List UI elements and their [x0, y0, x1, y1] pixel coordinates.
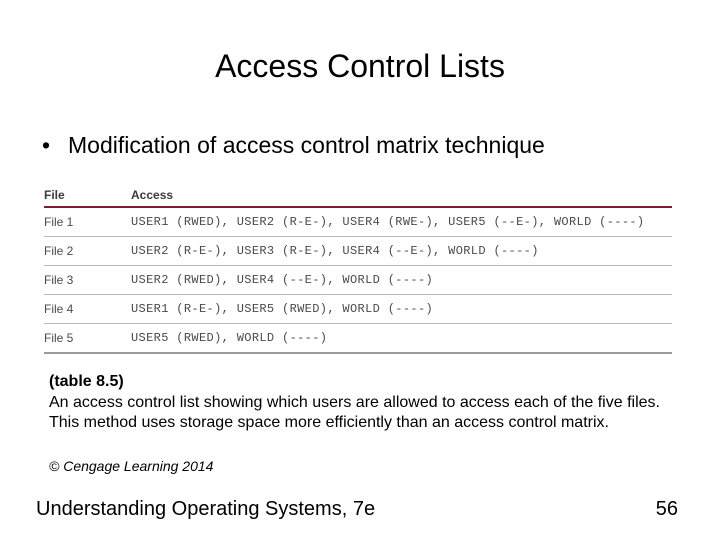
header-access: Access — [131, 184, 672, 207]
bullet-point — [42, 128, 545, 162]
footer-book-title: Understanding Operating Systems, 7e — [36, 498, 376, 520]
table-row — [44, 237, 672, 266]
file-cell: File 4 — [44, 295, 131, 324]
access-cell: USER5 (RWED), WORLD (----) — [131, 324, 672, 354]
table-header-row — [44, 184, 672, 207]
table-row — [44, 266, 672, 295]
access-control-list-table — [44, 184, 672, 354]
access-cell: USER1 (R-E-), USER5 (RWED), WORLD (----) — [131, 295, 672, 324]
slide-title: Access Control Lists — [215, 48, 505, 84]
file-cell: File 5 — [44, 324, 131, 354]
table-caption — [49, 372, 679, 434]
copyright-notice: © Cengage Learning 2014 — [49, 458, 214, 474]
bullet-dot-icon: • — [42, 132, 51, 158]
header-file: File — [44, 184, 131, 207]
bullet-text: Modification of access control matrix technique — [68, 132, 545, 158]
table-row — [44, 207, 672, 237]
caption-label: (table 8.5) — [49, 373, 124, 390]
access-cell: USER2 (R-E-), USER3 (R-E-), USER4 (--E-), WORLD (----) — [131, 237, 672, 266]
file-cell: File 1 — [44, 207, 131, 237]
access-cell: USER1 (RWED), USER2 (R-E-), USER4 (RWE-), USER5 (--E-), WORLD (----) — [131, 207, 672, 237]
caption-text: An access control list showing which users are allowed to access each of the five files. This method uses storage space more efficiently than an access control matrix. — [49, 393, 660, 431]
footer-page-number: 56 — [655, 498, 678, 520]
file-cell: File 2 — [44, 237, 131, 266]
table-row — [44, 295, 672, 324]
table-row — [44, 324, 672, 354]
access-cell: USER2 (RWED), USER4 (--E-), WORLD (----) — [131, 266, 672, 295]
file-cell: File 3 — [44, 266, 131, 295]
